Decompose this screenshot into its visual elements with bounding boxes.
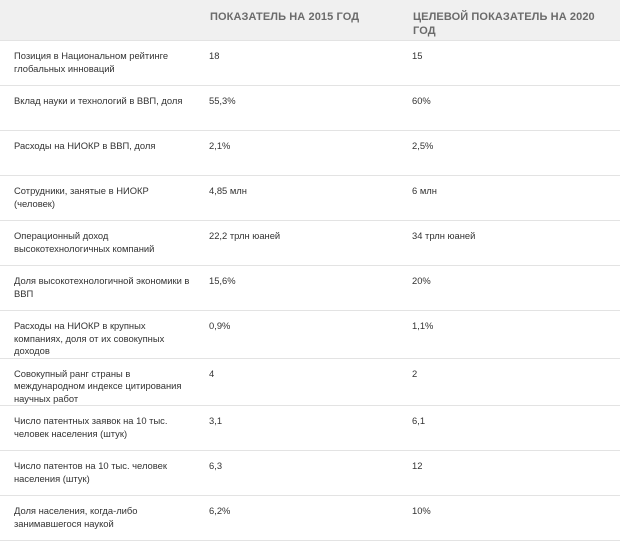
indicator-label: Сотрудники, занятые в НИОКР (человек) xyxy=(0,176,202,221)
value-2020: 2,5% xyxy=(405,131,620,176)
table-row xyxy=(0,311,620,359)
header-2015: ПОКАЗАТЕЛЬ НА 2015 ГОД xyxy=(202,0,405,41)
header-2020-target: ЦЕЛЕВОЙ ПОКАЗАТЕЛЬ НА 2020 ГОД xyxy=(405,0,620,41)
value-2015: 6,3 xyxy=(202,451,405,496)
indicator-label: Расходы на НИОКР в крупных компаниях, доля от их совокупных доходов xyxy=(0,311,202,359)
indicator-label: Операционный доход высокотехнологичных компаний xyxy=(0,221,202,266)
value-2020: 12 xyxy=(405,451,620,496)
table-row xyxy=(0,221,620,266)
value-2020: 10% xyxy=(405,496,620,541)
value-2015: 22,2 трлн юаней xyxy=(202,221,405,266)
table-row xyxy=(0,176,620,221)
table-row xyxy=(0,266,620,311)
value-2015: 55,3% xyxy=(202,86,405,131)
value-2020: 60% xyxy=(405,86,620,131)
header-indicator xyxy=(0,0,202,41)
indicator-label: Число патентных заявок на 10 тыс. человек населения (штук) xyxy=(0,406,202,451)
indicator-label: Доля населения, когда-либо занимавшегося наукой xyxy=(0,496,202,541)
value-2020: 1,1% xyxy=(405,311,620,359)
value-2015: 4,85 млн xyxy=(202,176,405,221)
indicator-label: Совокупный ранг страны в международном индексе цитирования научных работ xyxy=(0,358,202,406)
table-row xyxy=(0,406,620,451)
value-2015: 0,9% xyxy=(202,311,405,359)
value-2020: 6,1 xyxy=(405,406,620,451)
value-2020: 6 млн xyxy=(405,176,620,221)
indicator-label: Вклад науки и технологий в ВВП, доля xyxy=(0,86,202,131)
table-row xyxy=(0,496,620,541)
value-2015: 15,6% xyxy=(202,266,405,311)
table-row xyxy=(0,358,620,406)
indicator-label: Расходы на НИОКР в ВВП, доля xyxy=(0,131,202,176)
table-header-row xyxy=(0,0,620,41)
value-2015: 4 xyxy=(202,358,405,406)
indicator-label: Число патентов на 10 тыс. человек населения (штук) xyxy=(0,451,202,496)
value-2015: 6,2% xyxy=(202,496,405,541)
value-2015: 18 xyxy=(202,41,405,86)
indicator-label: Доля высокотехнологичной экономики в ВВП xyxy=(0,266,202,311)
indicator-label: Позиция в Национальном рейтинге глобальных инноваций xyxy=(0,41,202,86)
value-2020: 15 xyxy=(405,41,620,86)
table-row xyxy=(0,86,620,131)
value-2020: 34 трлн юаней xyxy=(405,221,620,266)
table-row xyxy=(0,131,620,176)
value-2020: 20% xyxy=(405,266,620,311)
table-row xyxy=(0,41,620,86)
value-2015: 3,1 xyxy=(202,406,405,451)
value-2020: 2 xyxy=(405,358,620,406)
value-2015: 2,1% xyxy=(202,131,405,176)
table-row xyxy=(0,451,620,496)
